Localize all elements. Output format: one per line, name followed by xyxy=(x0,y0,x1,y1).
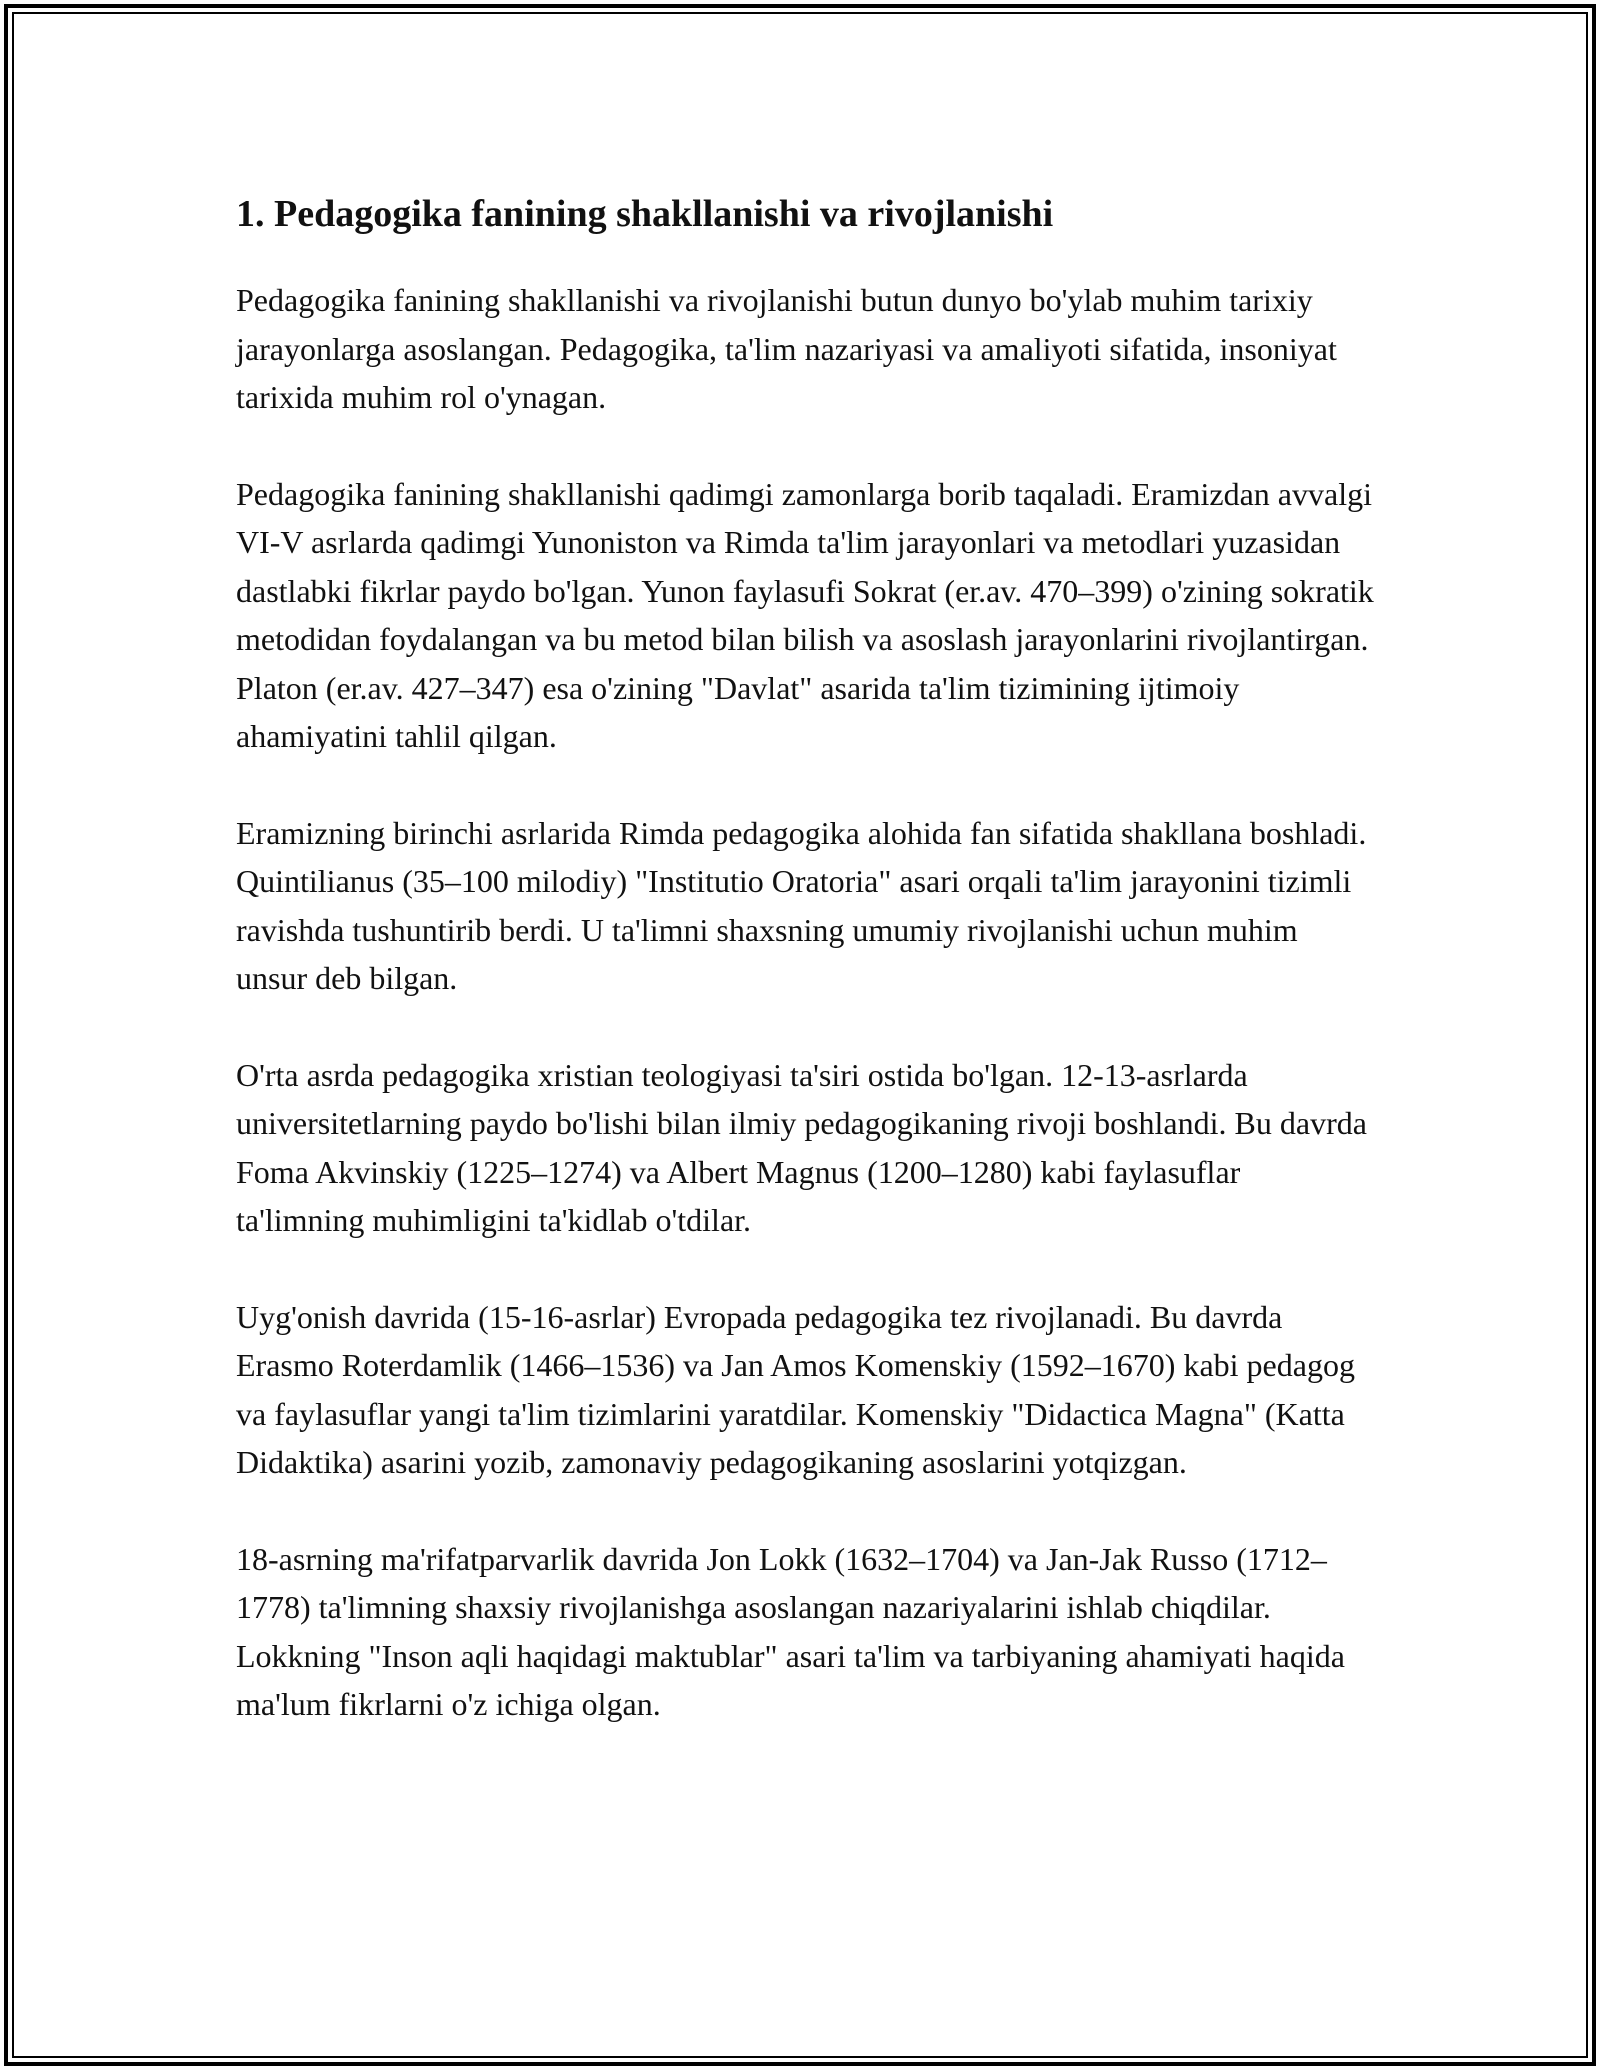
paragraph-renaissance: Uyg'onish davrida (15-16-asrlar) Evropada pedagogika tez rivojlanadi. Bu davrda Erasmo Roterdamlik (1466–1536) va Jan Amos Komenskiy (1592–1670) kabi pedagog va faylasuflar yangi ta'lim tizimlarini yaratdilar. Komenskiy "Didactica Magna" (Katta Didaktika) asarini yozib, zamonaviy pedagogikaning asoslarini yotqizgan. xyxy=(236,1298,1355,1480)
section-heading: 1. Pedagogika fanining shakllanishi va rivojlanishi xyxy=(236,193,1054,235)
paragraph-intro: Pedagogika fanining shakllanishi va rivojlanishi butun dunyo bo'ylab muhim tarixiy jarayonlarga asoslangan. Pedagogika, ta'lim nazariyasi va amaliyoti sifatida, insoniyat tarixida muhim rol o'ynagan. xyxy=(236,282,1337,415)
paragraph-enlightenment: 18-asrning ma'rifatparvarlik davrida Jon Lokk (1632–1704) va Jan-Jak Russo (1712–1778) ta'limning shaxsiy rivojlanishga asoslangan nazariyalarini ishlab chiqdilar. Lokkning "Inson aqli haqidagi maktublar" asari ta'lim va tarbiyaning ahamiyati haqida ma'lum fikrlarni o'z ichiga olgan. xyxy=(236,1540,1345,1722)
document-body xyxy=(236,186,1376,1777)
paragraph-ancient-era: Pedagogika fanining shakllanishi qadimgi zamonlarga borib taqaladi. Eramizdan avvalgi VI-V asrlarda qadimgi Yunoniston va Rimda ta'lim jarayonlari va metodlari yuzasidan dastlabki fikrlar paydo bo'lgan. Yunon faylasufi Sokrat (er.av. 470–399) o'zining sokratik metodidan foydalangan va bu metod bilan bilish va asoslash jarayonlarini rivojlantirgan. Platon (er.av. 427–347) esa o'zining "Davlat" asarida ta'lim tizimining ijtimoiy ahamiyatini tahlil qilgan. xyxy=(236,475,1374,754)
paragraph-middle-ages: O'rta asrda pedagogika xristian teologiyasi ta'siri ostida bo'lgan. 12-13-asrlarda universitetlarning paydo bo'lishi bilan ilmiy pedagogikaning rivoji boshlandi. Bu davrda Foma Akvinskiy (1225–1274) va Albert Magnus (1200–1280) kabi faylasuflar ta'limning muhimligini ta'kidlab o'tdilar. xyxy=(236,1056,1367,1238)
paragraph-rome: Eramizning birinchi asrlarida Rimda pedagogika alohida fan sifatida shakllana boshladi. Quintilianus (35–100 milodiy) "Institutio Oratoria" asari orqali ta'lim jarayonini tizimli ravishda tushuntirib berdi. U ta'limni shaxsning umumiy rivojlanishi uchun muhim unsur deb bilgan. xyxy=(236,814,1367,996)
